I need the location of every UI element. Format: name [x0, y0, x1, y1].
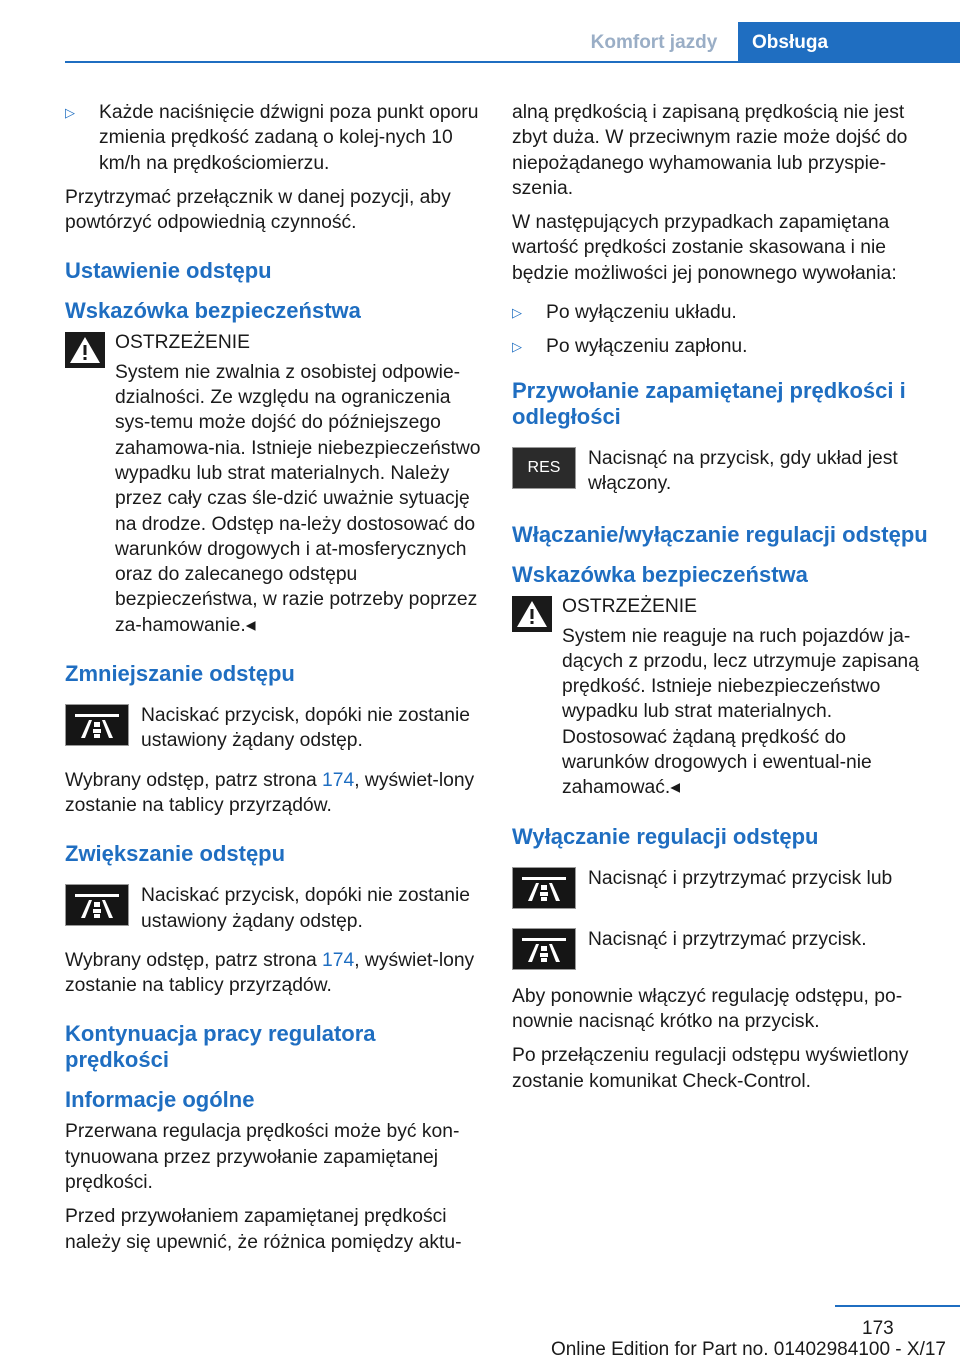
text-run: Wybrany odstęp, patrz strona — [65, 769, 323, 791]
paragraph: Przytrzymać przełącznik w danej pozycji, aby powtórzyć odpowiednią czynność. — [65, 186, 451, 234]
heading-wskazowka: Wskazówka bezpieczeństwa — [65, 298, 361, 324]
warning-label: OSTRZEŻENIE — [562, 596, 697, 618]
text-run: , wyświet-lony zostanie na tablicy przyrządów. — [65, 949, 475, 997]
warning-label: OSTRZEŻENIE — [115, 332, 250, 354]
bullet-text: Po wyłączeniu zapłonu. — [546, 336, 748, 358]
bullet-triangle-icon: ▷ — [512, 305, 522, 321]
heading-zmniejszanie: Zmniejszanie odstępu — [65, 661, 295, 687]
paragraph: Aby ponownie włączyć regulację odstępu, po-nownie nacisnąć krótko na przycisk. — [512, 985, 903, 1032]
distance-button-image — [512, 867, 576, 909]
instruction-text: Nacisnąć na przycisk, gdy układ jest włączony. — [588, 447, 898, 494]
button-instruction — [65, 883, 483, 934]
paragraph: alną prędkością i zapisaną prędkością nie jest zbyt duża. W przeciwnym razie może dojść do niepożądanego wyhamowania lub przyspie-szenia. — [512, 102, 908, 199]
heading-wskazowka-2: Wskazówka bezpieczeństwa — [512, 562, 808, 588]
heading-wlaczanie: Włączanie/wyłączanie regulacji odstępu — [512, 522, 928, 548]
bullet-triangle-icon: ▷ — [65, 105, 75, 120]
header-tab-obsluga[interactable]: Obsługa — [738, 22, 960, 62]
instruction-text: Nacisnąć i przytrzymać przycisk. — [588, 928, 867, 950]
footer-edition: Online Edition for Part no. 01402984100 - X/17 — [550, 1339, 946, 1360]
bullet-text: Po wyłączeniu układu. — [546, 302, 737, 324]
paragraph: Przed przywołaniem zapamiętanej prędkości należy się upewnić, że różnica pomiędzy aktu- — [65, 1206, 462, 1253]
heading-kontynuacja: Kontynuacja pracy regulatora prędkości — [65, 1021, 376, 1073]
bullet-triangle-icon: ▷ — [512, 339, 522, 355]
heading-przywolanie: Przywołanie zapamiętanej prędkości i odległości — [512, 377, 906, 429]
paragraph: Przerwana regulacja prędkości może być kon-tynuowana przez przywołanie zapamiętanej prędkości. — [65, 1121, 460, 1194]
distance-control-icon — [73, 710, 121, 740]
bullet-text: Każde naciśnięcie dźwigni poza punkt oporu zmienia prędkość zadaną o kolej-nych 10 km/h na prędkościomierzu. — [99, 102, 479, 174]
page-reference-link[interactable]: 174 — [322, 949, 355, 971]
list-item — [512, 300, 932, 325]
button-instruction — [512, 927, 932, 970]
right-column — [512, 100, 932, 1103]
paragraph: Po przełączeniu regulacji odstępu wyświetlony zostanie komunikat Check-Control. — [512, 1045, 909, 1092]
distance-button-image — [65, 884, 129, 926]
header-divider — [65, 61, 960, 63]
warning-block — [512, 594, 932, 800]
heading-informacje: Informacje ogólne — [65, 1087, 255, 1113]
res-button-image — [512, 447, 576, 489]
paragraph: W następujących przypadkach zapamiętana wartość prędkości zostanie skasowana i nie będzie możliwości jej ponownego wywołania: — [512, 212, 897, 284]
warning-triangle-icon — [512, 596, 552, 632]
warning-block — [65, 330, 483, 638]
paragraph — [65, 768, 483, 819]
text-run: Wybrany odstęp, patrz strona — [65, 949, 323, 971]
heading-zwiekszanie: Zwiększanie odstępu — [65, 841, 286, 867]
heading-ustawienie: Ustawienie odstępu — [65, 258, 272, 284]
page-number: 173 — [862, 1318, 894, 1339]
distance-button-image — [512, 928, 576, 970]
warning-text: System nie zwalnia z osobistej odpowie-dzialności. Ze względu na ograniczenia sys-temu może dojść do późniejszego zahamowa-nia. Istnieje niebezpieczeństwo wypadku lub strat materialnych. Należy przez cały czas śle-dzić uważnie sytuację na drodze. Odstęp na-leży dostosować do warunków drogowych i at-mosferycznych oraz do zalecanego odstępu bezpieczeństwa, w razie potrzeby poprzez za-hamowanie.◂ — [115, 361, 481, 636]
paragraph — [65, 948, 483, 999]
instruction-text: Naciskać przycisk, dopóki nie zostanie ustawiony żądany odstęp. — [141, 705, 470, 752]
res-button-label: RES — [527, 459, 561, 477]
distance-control-icon — [73, 890, 121, 920]
heading-wylaczanie: Wyłączanie regulacji odstępu — [512, 823, 819, 849]
button-instruction — [65, 703, 483, 754]
list-item — [65, 100, 483, 176]
instruction-text: Nacisnąć i przytrzymać przycisk lub — [588, 867, 893, 889]
button-instruction — [512, 446, 932, 497]
left-column — [65, 100, 483, 1264]
distance-control-icon — [520, 934, 568, 964]
text-run: , wyświet-lony zostanie na tablicy przyrządów. — [65, 769, 475, 816]
page-reference-link[interactable]: 174 — [322, 769, 355, 791]
instruction-text: Naciskać przycisk, dopóki nie zostanie ustawiony żądany odstęp. — [141, 885, 470, 932]
distance-button-image — [65, 704, 129, 746]
button-instruction — [512, 866, 932, 909]
footer-divider — [835, 1305, 960, 1307]
warning-triangle-icon — [65, 332, 105, 368]
header-tab-komfort[interactable]: Komfort jazdy — [570, 22, 738, 62]
distance-control-icon — [520, 873, 568, 903]
list-item — [512, 334, 932, 359]
warning-text: System nie reaguje na ruch pojazdów ja-dących z przodu, lecz utrzymuje zapisaną prędkość. Istnieje niebezpieczeństwo wypadku lub strat materialnych. Dostosować żądaną prędkość do warunków drogowych i ewentual-nie zahamować.◂ — [562, 625, 919, 799]
